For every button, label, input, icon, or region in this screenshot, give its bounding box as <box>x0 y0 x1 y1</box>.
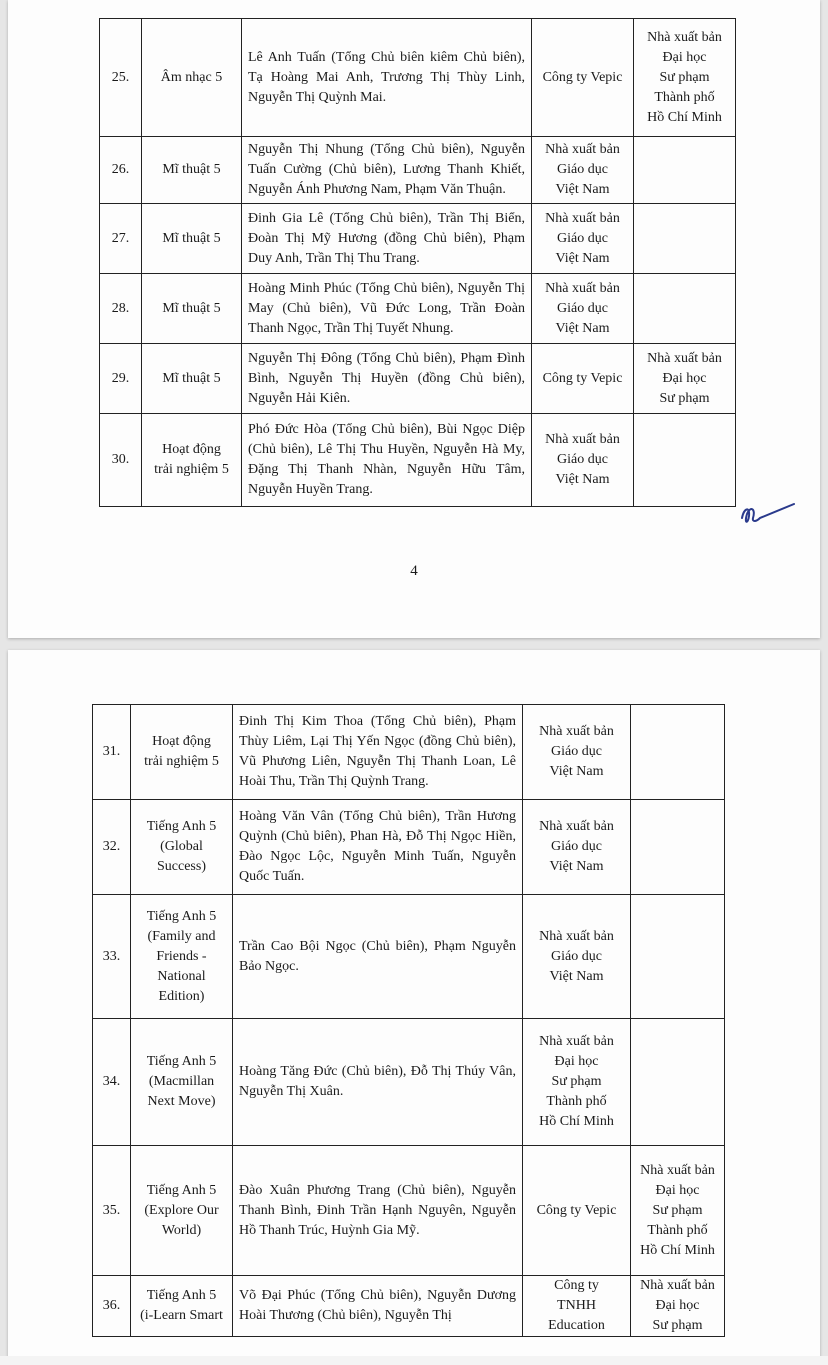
cell-row-number: 35. <box>93 1146 131 1276</box>
cell-subject-name: Tiếng Anh 5 (Macmillan Next Move) <box>131 1019 233 1146</box>
cell-publisher: Nhà xuất bản Giáo dục Việt Nam <box>532 274 634 344</box>
cell-publisher: Nhà xuất bản Giáo dục Việt Nam <box>532 137 634 204</box>
table-row <box>93 1019 725 1146</box>
cell-subject-name: Tiếng Anh 5 (i-Learn Smart <box>131 1276 233 1337</box>
cell-row-number: 30. <box>100 414 142 507</box>
table-row <box>100 344 736 414</box>
cell-authors: Nguyễn Thị Nhung (Tổng Chủ biên), Nguyễn Tuấn Cường (Chủ biên), Lương Thanh Khiết, Nguyễn Ánh Phương Nam, Phạm Văn Thuận. <box>242 137 532 204</box>
cell-row-number: 28. <box>100 274 142 344</box>
cell-partner-publisher: Nhà xuất bản Đại học Sư phạm <box>631 1276 725 1337</box>
cell-publisher: Nhà xuất bản Giáo dục Việt Nam <box>532 204 634 274</box>
cell-authors: Lê Anh Tuấn (Tổng Chủ biên kiêm Chủ biên), Tạ Hoàng Mai Anh, Trương Thị Thùy Linh, Nguyễn Thị Quỳnh Mai. <box>242 19 532 137</box>
cell-partner-publisher <box>631 1019 725 1146</box>
cell-publisher: Nhà xuất bản Giáo dục Việt Nam <box>523 895 631 1019</box>
document-page-2 <box>8 650 820 1365</box>
table-row <box>93 800 725 895</box>
table-row <box>100 137 736 204</box>
cell-partner-publisher <box>631 895 725 1019</box>
cell-authors: Phó Đức Hòa (Tổng Chủ biên), Bùi Ngọc Diệp (Chủ biên), Lê Thị Thu Huyền, Nguyễn Hà My, Đặng Thị Thanh Nhàn, Nguyễn Hữu Tâm, Nguyễn Huyền Trang. <box>242 414 532 507</box>
cell-publisher: Nhà xuất bản Giáo dục Việt Nam <box>523 705 631 800</box>
cell-row-number: 32. <box>93 800 131 895</box>
cell-row-number: 29. <box>100 344 142 414</box>
cell-row-number: 34. <box>93 1019 131 1146</box>
cell-authors: Hoàng Minh Phúc (Tổng Chủ biên), Nguyễn Thị May (Chủ biên), Vũ Đức Long, Trần Đoàn Thanh Ngọc, Trần Thị Tuyết Nhung. <box>242 274 532 344</box>
cell-partner-publisher <box>631 800 725 895</box>
cell-publisher: Nhà xuất bản Đại học Sư phạm Thành phố Hồ Chí Minh <box>523 1019 631 1146</box>
page-number: 4 <box>410 563 418 579</box>
cell-row-number: 25. <box>100 19 142 137</box>
cell-row-number: 31. <box>93 705 131 800</box>
textbook-table-page-2 <box>92 704 725 1337</box>
cell-partner-publisher: Nhà xuất bản Đại học Sư phạm Thành phố Hồ Chí Minh <box>631 1146 725 1276</box>
cell-publisher: Công ty TNHH Education <box>523 1276 631 1337</box>
table-row <box>93 705 725 800</box>
table-row <box>93 1146 725 1276</box>
cell-publisher: Nhà xuất bản Giáo dục Việt Nam <box>523 800 631 895</box>
cell-partner-publisher <box>634 204 736 274</box>
cell-authors: Nguyễn Thị Đông (Tổng Chủ biên), Phạm Đình Bình, Nguyễn Thị Huyền (đồng Chủ biên), Nguyễn Hải Kiên. <box>242 344 532 414</box>
cell-row-number: 27. <box>100 204 142 274</box>
cell-partner-publisher: Nhà xuất bản Đại học Sư phạm <box>634 344 736 414</box>
document-page-1 <box>8 0 820 638</box>
cell-authors: Võ Đại Phúc (Tổng Chủ biên), Nguyễn Dương Hoài Thương (Chủ biên), Nguyễn Thị <box>233 1276 523 1337</box>
initial-signature-icon <box>738 500 798 530</box>
cell-authors: Đinh Thị Kim Thoa (Tổng Chủ biên), Phạm Thùy Liêm, Lại Thị Yến Ngọc (đồng Chủ biên), Vũ Phương Liên, Nguyễn Thị Thanh Loan, Lê Hoài Thu, Trần Thị Quỳnh Trang. <box>233 705 523 800</box>
table-row <box>100 204 736 274</box>
cell-partner-publisher <box>631 705 725 800</box>
cell-authors: Đào Xuân Phương Trang (Chủ biên), Nguyễn Thanh Bình, Đinh Trần Hạnh Nguyên, Nguyễn Hồ Thanh Trúc, Huỳnh Gia Mỹ. <box>233 1146 523 1276</box>
cell-row-number: 36. <box>93 1276 131 1337</box>
cell-publisher: Công ty Vepic <box>532 344 634 414</box>
cell-subject-name: Tiếng Anh 5 (Family and Friends - National Edition) <box>131 895 233 1019</box>
cell-publisher: Công ty Vepic <box>532 19 634 137</box>
cell-partner-publisher <box>634 414 736 507</box>
table-row <box>93 1276 725 1337</box>
cell-partner-publisher <box>634 137 736 204</box>
cell-subject-name: Mĩ thuật 5 <box>142 344 242 414</box>
next-page-edge <box>0 1356 828 1365</box>
table-row <box>100 274 736 344</box>
cell-authors: Trần Cao Bội Ngọc (Chủ biên), Phạm Nguyễn Bảo Ngọc. <box>233 895 523 1019</box>
cell-row-number: 26. <box>100 137 142 204</box>
cell-subject-name: Hoạt động trải nghiệm 5 <box>142 414 242 507</box>
cell-subject-name: Mĩ thuật 5 <box>142 137 242 204</box>
cell-partner-publisher <box>634 274 736 344</box>
cell-authors: Đinh Gia Lê (Tổng Chủ biên), Trần Thị Biển, Đoàn Thị Mỹ Hương (đồng Chủ biên), Phạm Duy Anh, Trần Thị Thu Trang. <box>242 204 532 274</box>
cell-partner-publisher: Nhà xuất bản Đại học Sư phạm Thành phố Hồ Chí Minh <box>634 19 736 137</box>
table-row <box>100 414 736 507</box>
cell-subject-name: Mĩ thuật 5 <box>142 274 242 344</box>
cell-publisher: Công ty Vepic <box>523 1146 631 1276</box>
cell-row-number: 33. <box>93 895 131 1019</box>
cell-subject-name: Hoạt động trải nghiệm 5 <box>131 705 233 800</box>
cell-subject-name: Mĩ thuật 5 <box>142 204 242 274</box>
cell-subject-name: Tiếng Anh 5 (Global Success) <box>131 800 233 895</box>
cell-authors: Hoàng Văn Vân (Tổng Chủ biên), Trần Hương Quỳnh (Chủ biên), Phan Hà, Đỗ Thị Ngọc Hiền, Đào Ngọc Lộc, Nguyễn Minh Tuấn, Nguyễn Quốc Tuấn. <box>233 800 523 895</box>
table-row <box>93 895 725 1019</box>
cell-subject-name: Tiếng Anh 5 (Explore Our World) <box>131 1146 233 1276</box>
cell-authors: Hoàng Tăng Đức (Chủ biên), Đỗ Thị Thúy Vân, Nguyễn Thị Xuân. <box>233 1019 523 1146</box>
cell-publisher: Nhà xuất bản Giáo dục Việt Nam <box>532 414 634 507</box>
table-row <box>100 19 736 137</box>
textbook-table-page-1 <box>99 18 736 507</box>
cell-subject-name: Âm nhạc 5 <box>142 19 242 137</box>
